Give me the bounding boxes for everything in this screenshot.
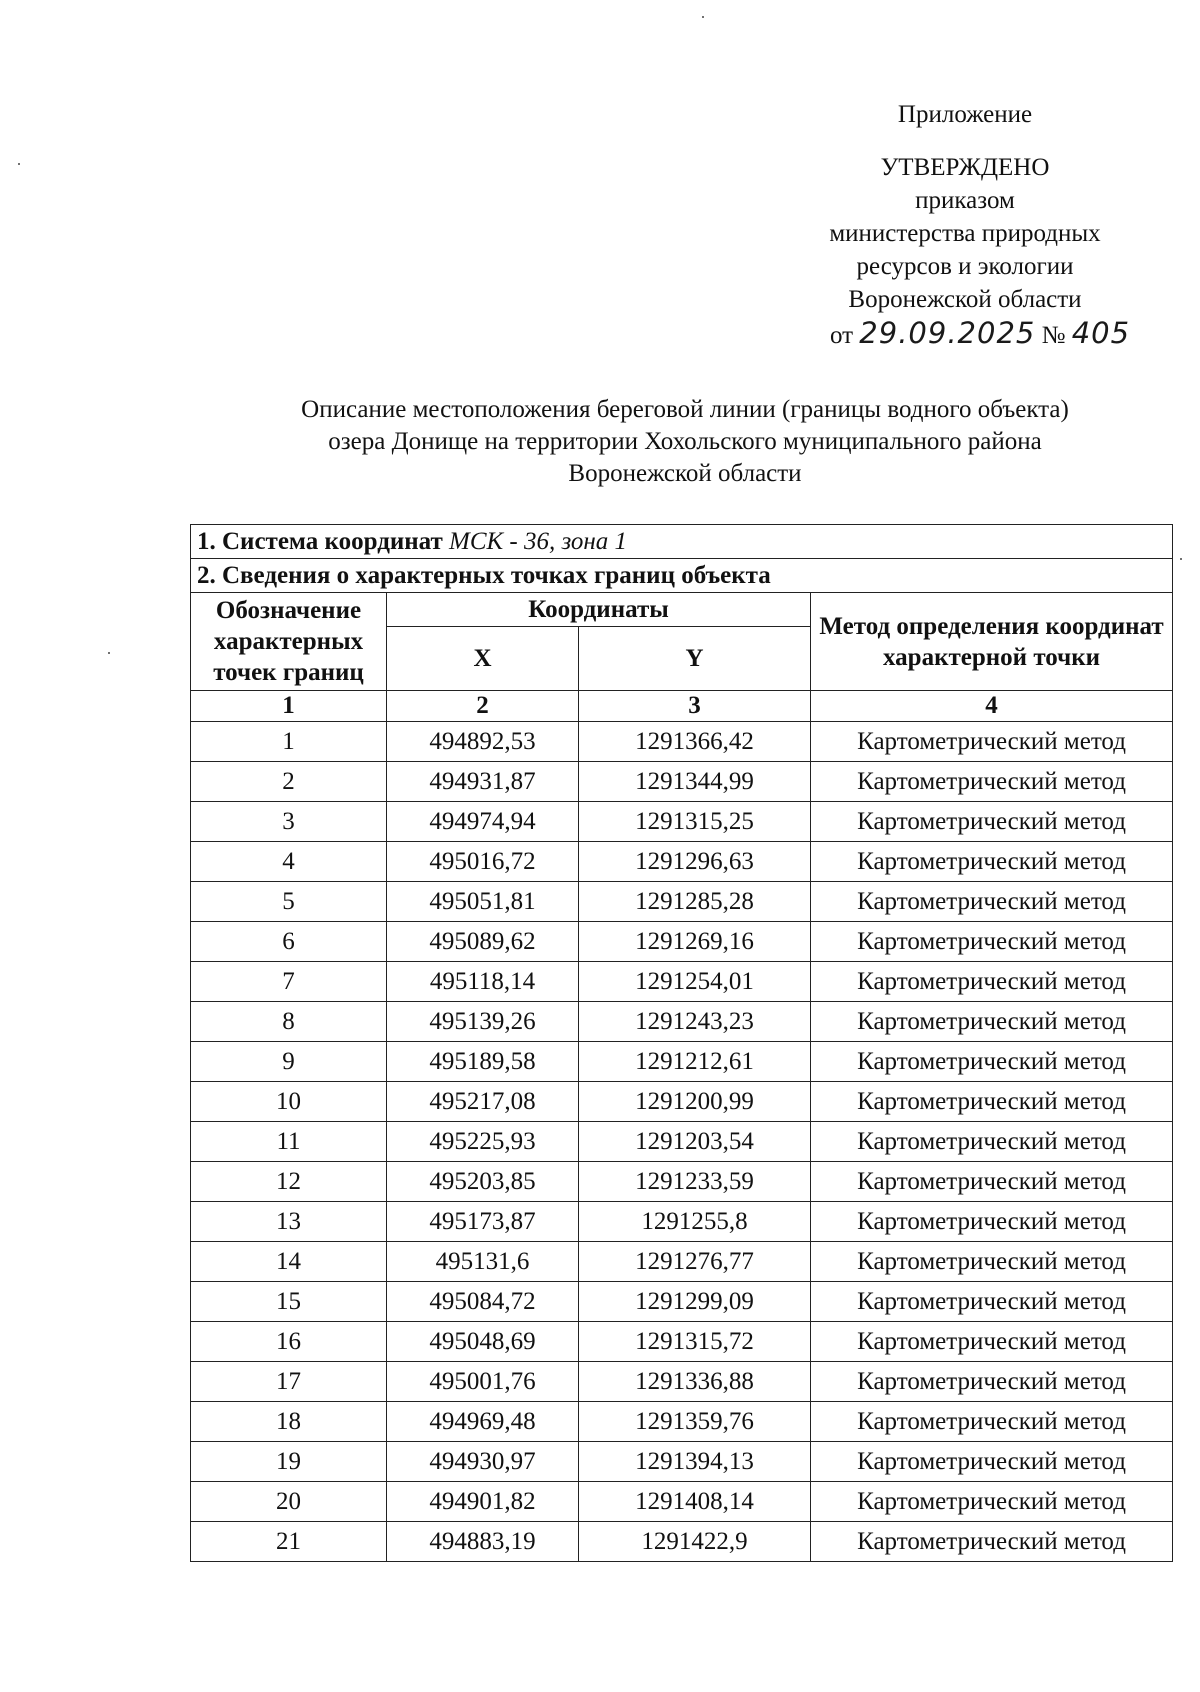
column-number: 1 bbox=[191, 691, 387, 722]
x-coordinate-cell: 494901,82 bbox=[387, 1482, 579, 1522]
header-row-1 bbox=[191, 593, 1173, 627]
method-cell: Картометрический метод bbox=[811, 1162, 1173, 1202]
y-coordinate-cell: 1291296,63 bbox=[579, 842, 811, 882]
scan-speck bbox=[1180, 558, 1182, 560]
table-row bbox=[191, 1442, 1173, 1482]
point-number-cell: 20 bbox=[191, 1482, 387, 1522]
y-coordinate-cell: 1291315,72 bbox=[579, 1322, 811, 1362]
scan-speck bbox=[18, 163, 20, 165]
column-number-row bbox=[191, 691, 1173, 722]
table-row bbox=[191, 1082, 1173, 1122]
method-cell: Картометрический метод bbox=[811, 1522, 1173, 1562]
method-cell: Картометрический метод bbox=[811, 882, 1173, 922]
title-line-2: озера Донище на территории Хохольского муниципального района bbox=[328, 428, 1042, 455]
point-number-cell: 12 bbox=[191, 1162, 387, 1202]
y-coordinate-cell: 1291344,99 bbox=[579, 762, 811, 802]
x-coordinate-cell: 495217,08 bbox=[387, 1082, 579, 1122]
points-info-label: 2. Сведения о характерных точках границ объекта bbox=[191, 559, 1173, 593]
method-cell: Картометрический метод bbox=[811, 962, 1173, 1002]
point-number-cell: 17 bbox=[191, 1362, 387, 1402]
point-number-cell: 7 bbox=[191, 962, 387, 1002]
x-coordinate-cell: 495016,72 bbox=[387, 842, 579, 882]
table-row bbox=[191, 842, 1173, 882]
x-coordinate-cell: 494883,19 bbox=[387, 1522, 579, 1562]
y-coordinate-cell: 1291336,88 bbox=[579, 1362, 811, 1402]
table-row bbox=[191, 762, 1173, 802]
point-number-cell: 1 bbox=[191, 722, 387, 762]
method-cell: Картометрический метод bbox=[811, 762, 1173, 802]
column-number: 2 bbox=[387, 691, 579, 722]
coordinate-system-cell bbox=[191, 525, 1173, 559]
point-rows bbox=[191, 722, 1173, 1562]
table-row bbox=[191, 1242, 1173, 1282]
column-number: 4 bbox=[811, 691, 1173, 722]
document-title bbox=[180, 394, 1190, 490]
y-coordinate-cell: 1291203,54 bbox=[579, 1122, 811, 1162]
point-number-cell: 5 bbox=[191, 882, 387, 922]
date-prefix: от bbox=[829, 322, 854, 349]
point-number-cell: 18 bbox=[191, 1402, 387, 1442]
x-coordinate-cell: 495051,81 bbox=[387, 882, 579, 922]
point-number-cell: 15 bbox=[191, 1282, 387, 1322]
column-number: 3 bbox=[579, 691, 811, 722]
table-row bbox=[191, 1402, 1173, 1442]
x-coordinate-cell: 495048,69 bbox=[387, 1322, 579, 1362]
points-info-row bbox=[191, 559, 1173, 593]
handwritten-date: 29.09.2025 bbox=[859, 316, 1036, 350]
point-number-cell: 19 bbox=[191, 1442, 387, 1482]
table-row bbox=[191, 1042, 1173, 1082]
method-cell: Картометрический метод bbox=[811, 1482, 1173, 1522]
point-number-cell: 3 bbox=[191, 802, 387, 842]
table-row bbox=[191, 1202, 1173, 1242]
x-coordinate-cell: 495173,87 bbox=[387, 1202, 579, 1242]
table-row bbox=[191, 1482, 1173, 1522]
y-coordinate-cell: 1291408,14 bbox=[579, 1482, 811, 1522]
table-row bbox=[191, 722, 1173, 762]
method-cell: Картометрический метод bbox=[811, 1202, 1173, 1242]
x-coordinate-cell: 494974,94 bbox=[387, 802, 579, 842]
point-number-cell: 21 bbox=[191, 1522, 387, 1562]
table-row bbox=[191, 962, 1173, 1002]
method-cell: Картометрический метод bbox=[811, 1402, 1173, 1442]
method-cell: Картометрический метод bbox=[811, 1242, 1173, 1282]
y-coordinate-cell: 1291269,16 bbox=[579, 922, 811, 962]
point-number-cell: 6 bbox=[191, 922, 387, 962]
method-cell: Картометрический метод bbox=[811, 1082, 1173, 1122]
coordinates-header: Координаты bbox=[387, 593, 811, 627]
x-coordinate-cell: 495001,76 bbox=[387, 1362, 579, 1402]
point-number-cell: 2 bbox=[191, 762, 387, 802]
x-coordinate-cell: 495203,85 bbox=[387, 1162, 579, 1202]
approval-line-3: ресурсов и экологии bbox=[856, 253, 1074, 280]
approval-line-2: министерства природных bbox=[829, 220, 1101, 247]
method-cell: Картометрический метод bbox=[811, 1362, 1173, 1402]
y-coordinate-cell: 1291233,59 bbox=[579, 1162, 811, 1202]
method-cell: Картометрический метод bbox=[811, 722, 1173, 762]
point-number-cell: 16 bbox=[191, 1322, 387, 1362]
y-coordinate-cell: 1291366,42 bbox=[579, 722, 811, 762]
method-cell: Картометрический метод bbox=[811, 1322, 1173, 1362]
x-header: X bbox=[387, 627, 579, 691]
point-number-cell: 11 bbox=[191, 1122, 387, 1162]
y-header: Y bbox=[579, 627, 811, 691]
approval-line-1: приказом bbox=[915, 187, 1015, 214]
x-coordinate-cell: 495225,93 bbox=[387, 1122, 579, 1162]
y-coordinate-cell: 1291212,61 bbox=[579, 1042, 811, 1082]
x-coordinate-cell: 494969,48 bbox=[387, 1402, 579, 1442]
approved-label: УТВЕРЖДЕНО bbox=[880, 154, 1050, 181]
appendix-label: Приложение bbox=[897, 101, 1033, 128]
table-row bbox=[191, 882, 1173, 922]
y-coordinate-cell: 1291276,77 bbox=[579, 1242, 811, 1282]
method-cell: Картометрический метод bbox=[811, 1122, 1173, 1162]
x-coordinate-cell: 495189,58 bbox=[387, 1042, 579, 1082]
table-row bbox=[191, 1002, 1173, 1042]
point-number-cell: 8 bbox=[191, 1002, 387, 1042]
point-number-cell: 14 bbox=[191, 1242, 387, 1282]
table-row bbox=[191, 922, 1173, 962]
table-row bbox=[191, 802, 1173, 842]
x-coordinate-cell: 495131,6 bbox=[387, 1242, 579, 1282]
method-cell: Картометрический метод bbox=[811, 1042, 1173, 1082]
approval-line-4: Воронежской области bbox=[848, 286, 1082, 313]
y-coordinate-cell: 1291255,8 bbox=[579, 1202, 811, 1242]
y-coordinate-cell: 1291254,01 bbox=[579, 962, 811, 1002]
y-coordinate-cell: 1291394,13 bbox=[579, 1442, 811, 1482]
scan-speck bbox=[702, 16, 704, 18]
coordinate-system-row bbox=[191, 525, 1173, 559]
table-row bbox=[191, 1122, 1173, 1162]
table-row bbox=[191, 1522, 1173, 1562]
x-coordinate-cell: 494931,87 bbox=[387, 762, 579, 802]
title-line-3: Воронежской области bbox=[568, 460, 802, 487]
method-cell: Картометрический метод bbox=[811, 1442, 1173, 1482]
point-number-cell: 9 bbox=[191, 1042, 387, 1082]
scan-speck bbox=[108, 652, 110, 654]
method-header: Метод определения координат характерной точки bbox=[811, 593, 1173, 691]
handwritten-number: 405 bbox=[1071, 316, 1131, 350]
y-coordinate-cell: 1291315,25 bbox=[579, 802, 811, 842]
method-cell: Картометрический метод bbox=[811, 1002, 1173, 1042]
point-number-cell: 13 bbox=[191, 1202, 387, 1242]
point-number-cell: 10 bbox=[191, 1082, 387, 1122]
designation-header: Обозначение характерных точек границ bbox=[191, 593, 387, 691]
boundary-points-table bbox=[190, 524, 1173, 1562]
method-cell: Картометрический метод bbox=[811, 1282, 1173, 1322]
table-row bbox=[191, 1162, 1173, 1202]
method-cell: Картометрический метод bbox=[811, 842, 1173, 882]
point-number-cell: 4 bbox=[191, 842, 387, 882]
x-coordinate-cell: 494892,53 bbox=[387, 722, 579, 762]
table-row bbox=[191, 1322, 1173, 1362]
x-coordinate-cell: 495139,26 bbox=[387, 1002, 579, 1042]
x-coordinate-cell: 495089,62 bbox=[387, 922, 579, 962]
coordinate-system-label: 1. Система координат bbox=[197, 527, 443, 555]
y-coordinate-cell: 1291359,76 bbox=[579, 1402, 811, 1442]
coordinate-system-value: МСК - 36, зона 1 bbox=[449, 527, 628, 555]
x-coordinate-cell: 495084,72 bbox=[387, 1282, 579, 1322]
number-sign: № bbox=[1041, 322, 1066, 349]
table-row bbox=[191, 1362, 1173, 1402]
y-coordinate-cell: 1291200,99 bbox=[579, 1082, 811, 1122]
y-coordinate-cell: 1291299,09 bbox=[579, 1282, 811, 1322]
order-date-line bbox=[780, 317, 1150, 352]
x-coordinate-cell: 495118,14 bbox=[387, 962, 579, 1002]
y-coordinate-cell: 1291285,28 bbox=[579, 882, 811, 922]
approval-block bbox=[780, 98, 1150, 352]
table-row bbox=[191, 1282, 1173, 1322]
y-coordinate-cell: 1291422,9 bbox=[579, 1522, 811, 1562]
method-cell: Картометрический метод bbox=[811, 922, 1173, 962]
title-line-1: Описание местоположения береговой линии (границы водного объекта) bbox=[301, 396, 1069, 423]
x-coordinate-cell: 494930,97 bbox=[387, 1442, 579, 1482]
method-cell: Картометрический метод bbox=[811, 802, 1173, 842]
y-coordinate-cell: 1291243,23 bbox=[579, 1002, 811, 1042]
